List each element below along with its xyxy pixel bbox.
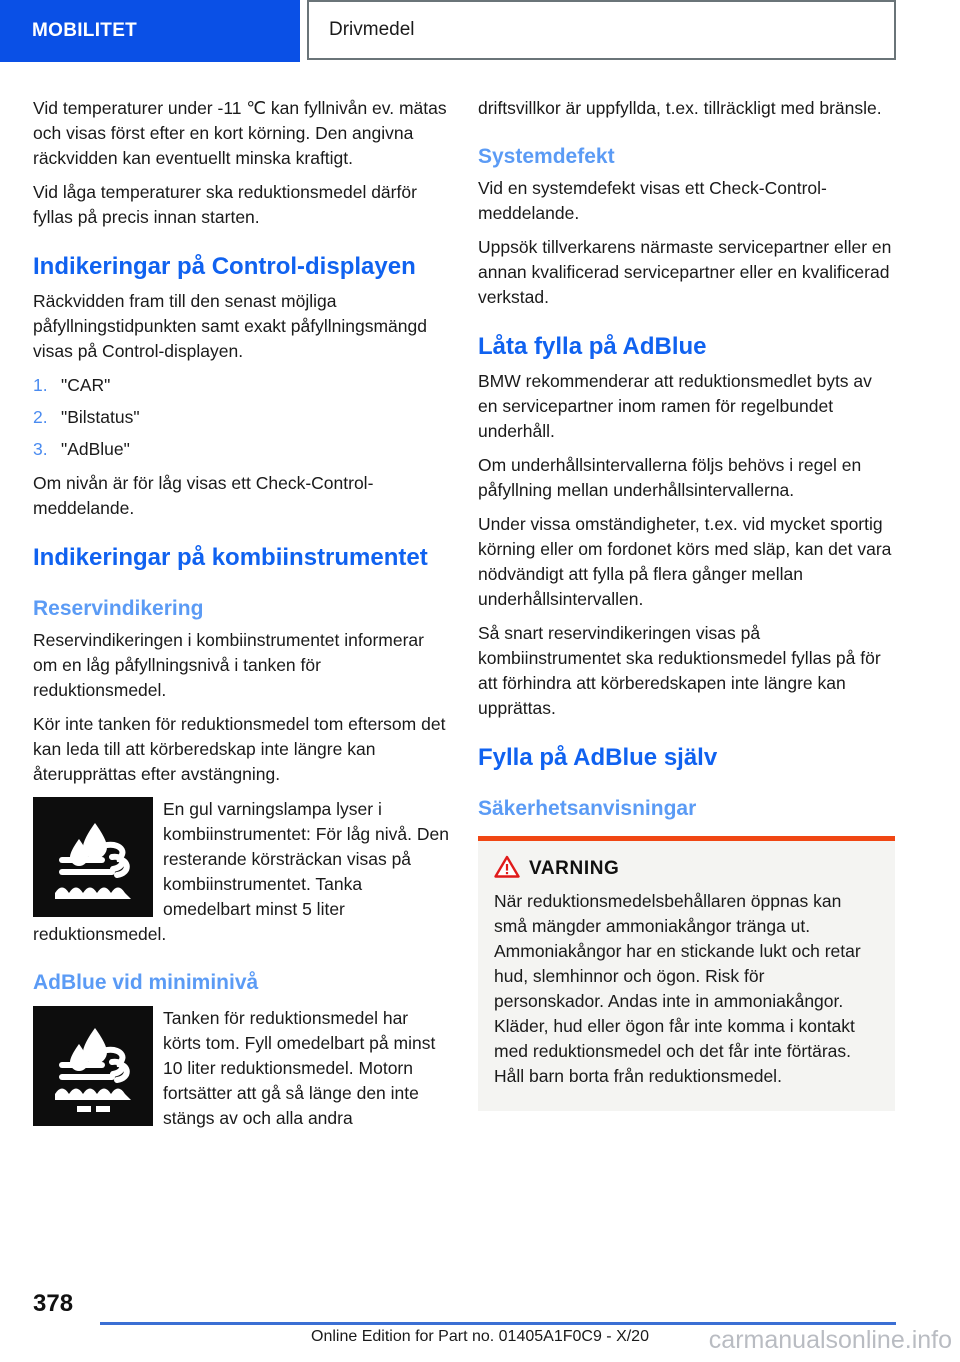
warning-box-text: När reduktionsmedelsbehållaren öppnas kan små mängder ammoniakångor tränga ut. Ammoniakångor har en stickande lukt och retar hud, slemhinnor och ögon. Risk för personskador. Andas inte in ammoniakångor. Kläder, hud eller ögon får inte komma i kontakt med reduktionsmedel och det får inte förtäras. Håll barn borta från reduktionsmedel.: [494, 891, 861, 1086]
warning-box-title: [494, 855, 879, 883]
footer-edition-text: Online Edition for Part no. 01405A1F0C9 - X/20: [311, 1328, 649, 1345]
icon-block-text: Tanken för reduktionsmedel har körts tom. Fyll omedelbart på minst 10 liter reduktionsmedel. Motorn fortsätter att gå så länge den inte stängs av och alla andra: [163, 1008, 436, 1128]
page-footer: [0, 1290, 960, 1362]
control-display-steps: [33, 373, 450, 462]
warning-triangle-icon: [494, 855, 520, 883]
warning-label: VARNING: [529, 858, 620, 879]
paragraph-intro-1: Vid temperaturer under -11 ℃ kan fyllnivån ev. mätas och visas först efter en kort körning. Den angivna räckvidden kan eventuellt minska kraftigt.: [33, 98, 447, 168]
step-label: "CAR": [61, 375, 111, 395]
warning-box: [478, 836, 895, 1111]
left-column: [33, 96, 450, 1131]
paragraph-reserv-2: Kör inte tanken för reduktionsmedel tom eftersom det kan leda till att körberedskap inte längre kan återupprättas efter avstängning.: [33, 714, 446, 784]
step-number: 3.: [33, 439, 48, 459]
paragraph-intro-2: Vid låga temperaturer ska reduktionsmedel därför fyllas på precis innan starten.: [33, 182, 417, 227]
list-item: [33, 405, 450, 430]
paragraph-lata-fylla-1: BMW rekommenderar att reduktionsmedlet byts av en servicepartner inom ramen för regelbundet underhåll.: [478, 371, 872, 441]
right-column: [478, 96, 895, 1111]
heading-kombiinstrument: Indikeringar på kombiinstrumentet: [33, 544, 428, 571]
paragraph-systemdefekt-1: Vid en systemdefekt visas ett Check-Control-meddelande.: [478, 178, 827, 223]
step-number: 1.: [33, 375, 48, 395]
paragraph-control-display: Räckvidden fram till den senast möjliga påfyllningstidpunkten samt exakt påfyllningsmängd visas på Control-displayen.: [33, 291, 427, 361]
heading-control-display: Indikeringar på Control-displayen: [33, 253, 416, 280]
icon-block-text: En gul varningslampa lyser i kombiinstrumentet: För låg nivå. Den resterande körsträckan visas på kombiinstrumentet. Tanka omedelbart minst 5 liter reduktionsmedel.: [33, 799, 449, 944]
paragraph-continuation: driftsvillkor är uppfyllda, t.ex. tillräckligt med bränsle.: [478, 98, 882, 118]
site-watermark: carmanualsonline.info: [708, 1326, 952, 1354]
paragraph-lata-fylla-4: Så snart reservindikeringen visas på kombiinstrumentet ska reduktionsmedel fyllas på för att förhindra att körberedskapen inte längre kan upprättas.: [478, 623, 881, 718]
list-item: [33, 437, 450, 462]
page-number: 378: [33, 1290, 74, 1317]
footer-divider: [100, 1322, 896, 1325]
adblue-empty-lamp-icon: [33, 1006, 153, 1126]
paragraph-lata-fylla-2: Om underhållsintervallerna följs behövs i regel en påfyllning mellan underhållsintervallerna.: [478, 455, 862, 500]
heading-reservindikering: Reservindikering: [33, 597, 204, 620]
list-item: [33, 373, 450, 398]
paragraph-reserv-1: Reservindikeringen i kombiinstrumentet informerar om en låg påfyllningsnivå i tanken för reduktionsmedel.: [33, 630, 424, 700]
chapter-tab-label: MOBILITET: [32, 20, 138, 41]
page-header: [0, 0, 960, 64]
paragraph-control-display-note: Om nivån är för låg visas ett Check-Control-meddelande.: [33, 473, 374, 518]
icon-text-block-empty-tank: [33, 1006, 450, 1131]
paragraph-lata-fylla-3: Under vissa omständigheter, t.ex. vid mycket sportig körning eller om fordonet körs med släp, kan det vara nödvändigt att fylla på flera gånger mellan underhållsintervallen.: [478, 514, 892, 609]
adblue-warning-lamp-icon: [33, 797, 153, 917]
heading-fylla-sjalv: Fylla på AdBlue själv: [478, 744, 718, 771]
heading-miniminiva: AdBlue vid miniminivå: [33, 971, 259, 994]
section-tab[interactable]: [307, 0, 896, 60]
heading-lata-fylla-adblue: Låta fylla på AdBlue: [478, 333, 707, 360]
icon-text-block-low-level: [33, 797, 450, 947]
paragraph-systemdefekt-2: Uppsök tillverkarens närmaste servicepartner eller en annan kvalificerad servicepartner eller en kvalificerad verkstad.: [478, 237, 892, 307]
section-tab-label: Drivmedel: [329, 19, 415, 40]
step-number: 2.: [33, 407, 48, 427]
heading-systemdefekt: Systemdefekt: [478, 145, 615, 168]
chapter-tab[interactable]: [0, 0, 300, 62]
step-label: "Bilstatus": [61, 407, 140, 427]
step-label: "AdBlue": [61, 439, 130, 459]
heading-sakerhetsanvisningar: Säkerhetsanvisningar: [478, 797, 697, 820]
